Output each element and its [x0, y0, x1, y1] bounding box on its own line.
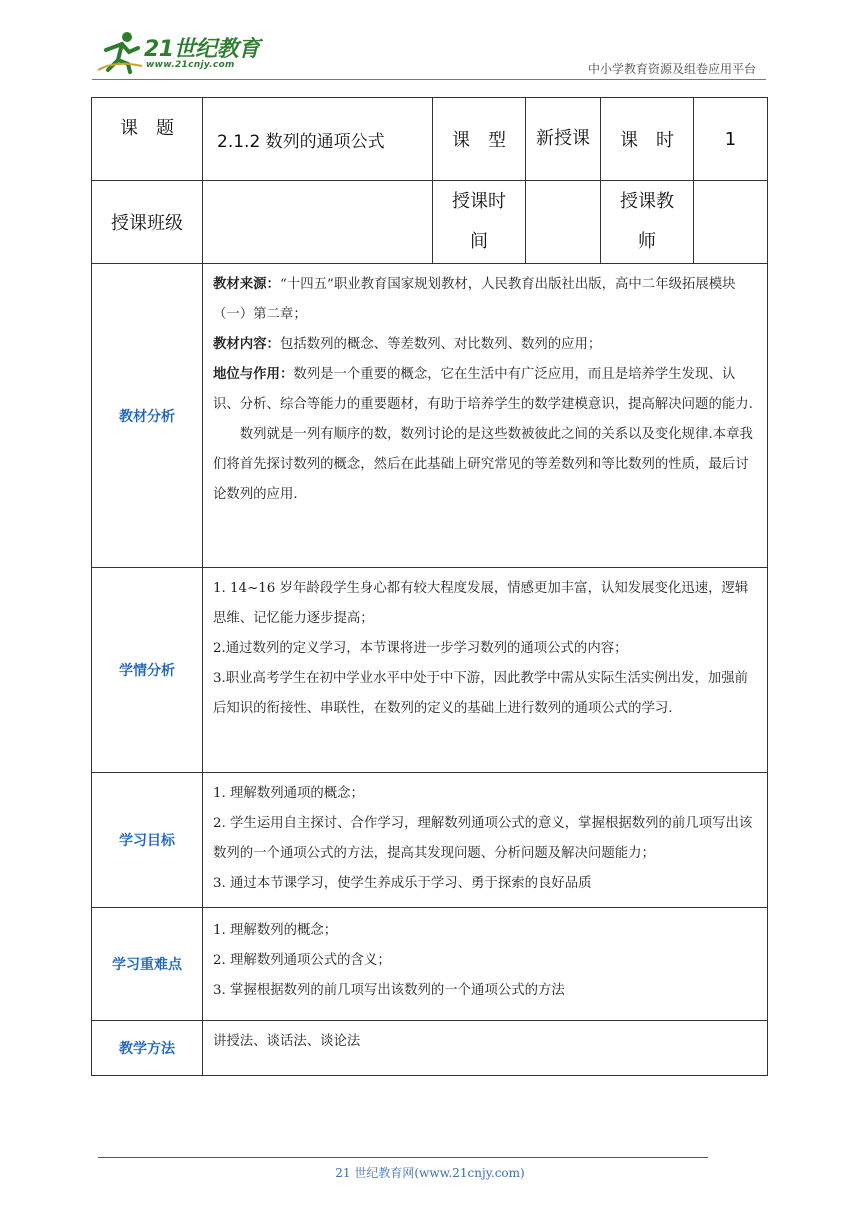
header-divider	[92, 79, 766, 80]
key-points-row	[92, 908, 768, 1021]
header-row-2	[92, 181, 768, 264]
key-points-body	[203, 908, 768, 1021]
lesson-plan-table	[91, 97, 768, 1076]
material-source-label: 教材来源：	[213, 277, 280, 292]
type-label: 课 型	[433, 98, 526, 181]
material-body	[203, 264, 768, 568]
methods-label: 教学方法	[92, 1021, 203, 1076]
time-label: 授课时间	[433, 181, 526, 264]
material-role-label: 地位与作用：	[213, 367, 294, 382]
teacher-label: 授课教师	[601, 181, 694, 264]
material-content-text: 包括数列的概念、等差数列、对比数列、数列的应用；	[279, 337, 602, 352]
hours-label: 课 时	[601, 98, 694, 181]
platform-name: 中小学教育资源及组卷应用平台	[587, 62, 756, 76]
methods-row	[92, 1021, 768, 1076]
students-item: 1. 14~16 岁年龄段学生身心都有较大程度发展，情感更加丰富，认知发展变化迅速，逻辑思维、记忆能力逐步提高；	[213, 581, 749, 626]
logo-url: www.21cnjy.com	[146, 60, 235, 70]
key-points-item: 1. 理解数列的概念；	[213, 923, 338, 938]
goals-item: 3. 通过本节课学习，使学生养成乐于学习、勇于探索的良好品质	[213, 876, 592, 891]
teacher-value[interactable]	[694, 181, 768, 264]
footer-link[interactable]: 21 世纪教育网(www.21cnjy.com)	[335, 1166, 525, 1180]
students-row	[92, 568, 768, 773]
class-label: 授课班级	[92, 181, 203, 264]
goals-item: 1. 理解数列通项的概念；	[213, 786, 364, 801]
site-logo[interactable]	[96, 30, 266, 78]
runner-logo-icon	[96, 30, 144, 74]
students-label: 学情分析	[92, 568, 203, 773]
topic-label: 课 题	[92, 98, 203, 181]
goals-body	[203, 773, 768, 908]
topic-value: 2.1.2 数列的通项公式	[203, 98, 433, 181]
material-paragraph: 数列就是一列有顺序的数，数列讨论的是这些数被彼此之间的关系以及变化规律.本章我们将首先探讨数列的概念，然后在此基础上研究常见的等差数列和等比数列的性质，最后讨论数列的应用.	[213, 427, 753, 502]
material-content-label: 教材内容：	[213, 337, 280, 352]
logo-text: 21世纪教育	[144, 37, 260, 62]
page-header	[0, 0, 860, 80]
goals-label: 学习目标	[92, 773, 203, 908]
material-source	[213, 270, 759, 330]
hours-value: 1	[694, 98, 768, 181]
material-role-text: 数列是一个重要的概念，它在生活中有广泛应用，而且是培养学生发现、认识、分析、综合等能力的重要题材，有助于培养学生的数学建模意识，提高解决问题的能力.	[213, 367, 753, 412]
goals-row	[92, 773, 768, 908]
key-points-item: 2. 理解数列通项公式的含义；	[213, 953, 391, 968]
time-value[interactable]	[526, 181, 601, 264]
key-points-item: 3. 掌握根据数列的前几项写出该数列的一个通项公式的方法	[213, 983, 565, 998]
methods-body: 讲授法、谈话法、谈论法	[203, 1021, 768, 1076]
header-row-1	[92, 98, 768, 181]
type-value: 新授课	[526, 98, 601, 181]
material-content	[213, 330, 759, 360]
footer-divider	[98, 1157, 708, 1158]
material-label: 教材分析	[92, 264, 203, 568]
material-source-text: “十四五”职业教育国家规划教材，人民教育出版社出版，高中二年级拓展模块（一）第二章；	[213, 277, 736, 322]
students-body	[203, 568, 768, 773]
material-role	[213, 360, 759, 420]
goals-item: 2. 学生运用自主探讨、合作学习，理解数列通项公式的意义，掌握根据数列的前几项写出该数列的一个通项公式的方法，提高其发现问题、分析问题及解决问题能力；	[213, 816, 753, 861]
class-value[interactable]	[203, 181, 433, 264]
students-item: 2.通过数列的定义学习，本节课将进一步学习数列的通项公式的内容；	[213, 641, 628, 656]
students-item: 3.职业高考学生在初中学业水平中处于中下游，因此教学中需从实际生活实例出发，加强前后知识的衔接性、串联性，在数列的定义的基础上进行数列的通项公式的学习.	[213, 671, 749, 716]
material-row	[92, 264, 768, 568]
key-points-label: 学习重难点	[92, 908, 203, 1021]
